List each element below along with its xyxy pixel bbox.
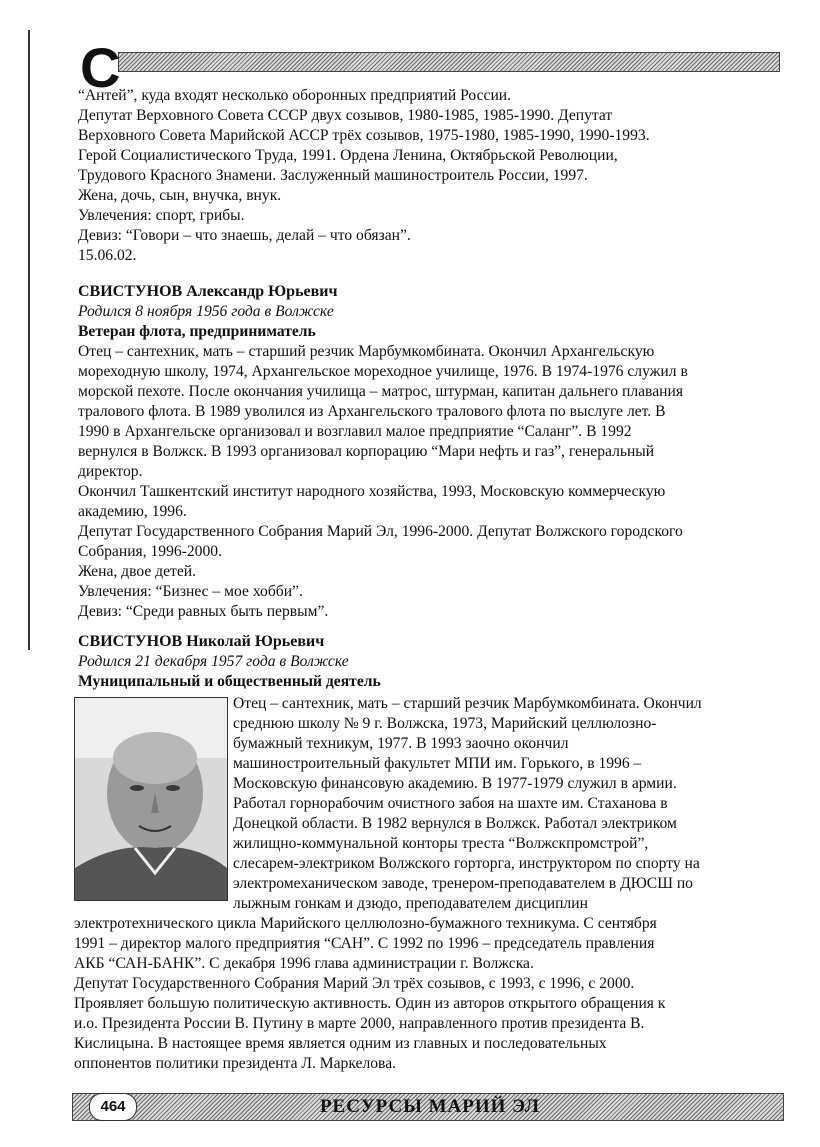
- scan-edge-mark: [28, 30, 30, 650]
- text-line: Депутат Государственного Собрания Марий Эл, 1996-2000. Депутат Волжского городского: [78, 523, 683, 540]
- text-line: Отец – сантехник, мать – старший резчик Марбумкомбината. Окончил Архангельскую: [78, 343, 655, 360]
- text-line: Депутат Государственного Собрания Марий Эл трёх созывов, с 1993, с 1996, с 2000.: [74, 975, 635, 992]
- text-line: директор.: [78, 463, 143, 480]
- text-line: бумажный техникум, 1977. В 1993 заочно окончил: [233, 735, 569, 752]
- entry-nikolai-continued-text: [74, 914, 784, 1074]
- text-line: 1990 в Архангельске организовал и возглавил малое предприятие “Саланг”. В 1992: [78, 423, 632, 440]
- text-line: мореходную школу, 1974, Архангельское мореходное училище, 1976. В 1974-1976 служил в: [78, 363, 688, 380]
- text-line: Жена, дочь, сын, внучка, внук.: [78, 187, 282, 204]
- text-line: академию, 1996.: [78, 503, 187, 520]
- text-line: оппонентов политики президента Л. Маркелова.: [74, 1055, 397, 1072]
- text-line: Депутат Верховного Совета СССР двух созывов, 1980-1985, 1985-1990. Депутат: [78, 107, 613, 124]
- entry-role: Муниципальный и общественный деятель: [78, 673, 381, 690]
- text-line: Девиз: “Говори – что знаешь, делай – что обязан”.: [78, 227, 411, 244]
- entry-role: Ветеран флота, предприниматель: [78, 323, 316, 340]
- text-line: среднюю школу № 9 г. Волжска, 1973, Марийский целлюлозно-: [233, 715, 657, 732]
- entry-birth: Родился 21 декабря 1957 года в Волжске: [78, 653, 349, 670]
- text-line: и.о. Президента России В. Путину в марте 2000, направленного против президента В.: [74, 1015, 645, 1032]
- text-line: Верховного Совета Марийской АССР трёх созывов, 1975-1980, 1985-1990, 1990-1993.: [78, 127, 650, 144]
- text-line: АКБ “САН-БАНК”. С декабря 1996 глава администрации г. Волжска.: [74, 955, 534, 972]
- text-line: Проявляет большую политическую активность. Один из авторов открытого обращения к: [74, 995, 666, 1012]
- portrait-image: [75, 698, 227, 900]
- text-line: слесарем-электриком Волжского горторга, инструктором по спорту на: [233, 855, 700, 872]
- text-line: Отец – сантехник, мать – старший резчик Марбумкомбината. Окончил: [233, 695, 702, 712]
- text-line: Жена, двое детей.: [78, 563, 196, 580]
- portrait-photo: [74, 697, 228, 901]
- entry-nikolai-wrap-text: [233, 694, 783, 914]
- entry-name: СВИСТУНОВ Александр Юрьевич: [78, 283, 338, 300]
- text-line: 15.06.02.: [78, 247, 137, 264]
- text-line: Работал горнорабочим очистного забоя на шахте им. Стаханова в: [233, 795, 668, 812]
- text-line: Собрания, 1996-2000.: [78, 543, 222, 560]
- entry-birth: Родился 8 ноября 1956 года в Волжске: [78, 303, 334, 320]
- text-line: Трудового Красного Знамени. Заслуженный машиностроитель России, 1997.: [78, 167, 588, 184]
- text-line: Увлечения: “Бизнес – мое хобби”.: [78, 583, 303, 600]
- text-line: лыжным гонкам и дзюдо, преподавателем дисциплин: [233, 895, 588, 912]
- text-line: Увлечения: спорт, грибы.: [78, 207, 245, 224]
- text-line: Кислицына. В настоящее время является одним из главных и последовательных: [74, 1035, 607, 1052]
- entry-name: СВИСТУНОВ Николай Юрьевич: [78, 633, 325, 650]
- text-line: Девиз: “Среди равных быть первым”.: [78, 603, 329, 620]
- header-bar: [118, 52, 780, 72]
- text-line: Окончил Ташкентский институт народного хозяйства, 1993, Московскую коммерческую: [78, 483, 666, 500]
- text-line: “Антей”, куда входят несколько оборонных предприятий России.: [78, 87, 512, 104]
- page-number: 464: [89, 1093, 137, 1121]
- text-line: Московскую финансовую академию. В 1977-1979 служил в армии.: [233, 775, 677, 792]
- text-line: Герой Социалистического Труда, 1991. Ордена Ленина, Октябрьской Революции,: [78, 147, 618, 164]
- text-line: Донецкой области. В 1982 вернулся в Волжск. Работал электриком: [233, 815, 677, 832]
- text-line: морской пехоте. После окончания училища – матрос, штурман, капитан дальнего плавания: [78, 383, 683, 400]
- text-line: жилищно-коммунальной конторы треста “Волжскпромстрой”,: [233, 835, 649, 852]
- text-line: электротехнического цикла Марийского целлюлозно-бумажного техникума. С сентября: [74, 915, 657, 932]
- entry-aleksandr: [78, 282, 783, 622]
- footer-title: РЕСУРСЫ МАРИЙ ЭЛ: [319, 1096, 541, 1117]
- section-letter: С: [80, 36, 121, 99]
- text-line: 1991 – директор малого предприятия “САН”. С 1992 по 1996 – председатель правления: [74, 935, 655, 952]
- text-line: вернулся в Волжск. В 1993 организовал корпорацию “Мари нефть и газ”, генеральный: [78, 443, 655, 460]
- text-line: тралового флота. В 1989 уволился из Архангельского тралового флота по выслуге лет. В: [78, 403, 666, 420]
- entry-nikolai: [78, 632, 783, 692]
- text-line: машиностроительный факультет МПИ им. Горького, в 1996 –: [233, 755, 642, 772]
- text-line: электромеханическом заводе, тренером-преподавателем в ДЮСШ по: [233, 875, 693, 892]
- intro-text: [78, 86, 778, 266]
